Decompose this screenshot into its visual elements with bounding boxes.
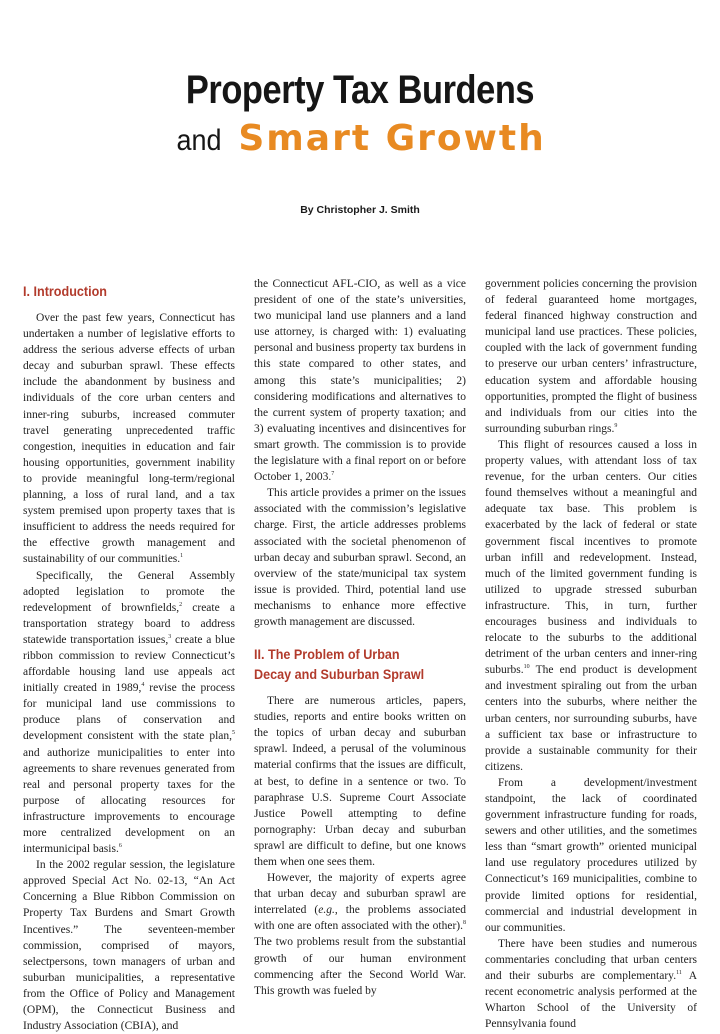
paragraph: However, the majority of experts agree that urban decay and suburban sprawl are interrelated (e.g., the problems associated with one are often associated with the other).$^8$ The two problems result from the substantial growth of our human environment commencing after the Second World War. This growth was fueled by bbox=[254, 872, 467, 997]
footnote-ref: 8 bbox=[463, 920, 466, 927]
footnote-ref: 9 bbox=[614, 423, 618, 430]
paragraph: This article provides a primer on the issues associated with the commission’s legislative charge. First, the article addresses problems associated with the societal phenomenon of urban decay and suburban sprawl. Second, an overview of the state/municipal tax system issue is provided. Third, potential land use mechanisms to enhance more effective growth management are discussed. bbox=[254, 487, 466, 628]
paragraph: Specifically, the General Assembly adopted legislation to promote the redevelopment of brownfields,$^2$ create a transportation strategy board to address statewide transportation issues,$^3$ create a blue ribbon commission to review Connecticut’s affordable housing land use appeals act initially created in 1989,$^4$ revise the process for municipal land use commissions to produce plans of conservation and development consistent with the state plan,$^5$ and authorize municipalities to enter into agreements to share revenues generated from real and personal property taxes for the purpose of allocating resources for infrastructure improvements to encourage more centralized development on an intermunicipal basis.$^6$ bbox=[23, 569, 235, 856]
paragraph: Over the past few years, Connecticut has undertaken a number of legislative efforts to address the serious adverse effects of urban decay and suburban sprawl. These effects include the abandonment by business and individuals of the core urban centers and inner-ring suburbs, increased commuter travel generating unprecedented traffic congestion, inequities in education and fair housing opportunities, government inability to provide meaningful long-term/regional planning, a loss of rural land, and a tax system premised upon property taxes that is insufficient to address the needs required for the effective growth management and sustainability of our communities.$^1$ bbox=[23, 312, 235, 566]
column-3 bbox=[485, 276, 697, 1032]
paragraph: government policies concerning the provision of federal guaranteed home mortgages, federal financed highway construction and municipal land use practices. These policies, coupled with the lack of government funding to preserve our urban centers’ infrastructure, education system and affordable housing opportunities, prompted the flight of business and individuals from our cities into the surrounding suburban rings.$^9$ bbox=[485, 278, 697, 435]
paragraph: From a development/investment standpoint, the lack of coordinated government infrastructure funding for roads, sewers and other utilities, and the sometimes less than “smart growth” oriented municipal land use regulatory procedures utilized by Connecticut’s 169 municipalities, combine to provide limited options for residential, commercial and industrial development in our communities. bbox=[485, 776, 697, 934]
footnote-ref: 10 bbox=[523, 664, 530, 671]
section-heading-introduction: I. Introduction bbox=[23, 283, 107, 299]
paragraph: There are numerous articles, papers, studies, reports and entire books written on the topics of urban decay and suburban sprawl. Indeed, a perusal of the voluminous material confirms that the issues are difficult, at best, to define in a sentence or two. To paraphrase U.S. Supreme Court Associate Justice Powell attempting to define pornography: Urban decay and suburban sprawl are difficult to define, but one knows them when one sees them. bbox=[254, 695, 466, 868]
footnote-ref: 11 bbox=[676, 970, 682, 977]
footnote-ref: 1 bbox=[180, 553, 184, 560]
article-title: Property Tax Burdens bbox=[185, 68, 535, 112]
footnote-ref: 4 bbox=[141, 682, 145, 689]
paragraph: the Connecticut AFL-CIO, as well as a vice president of one of the state’s universities, two municipal land use planners and a land use attorney, is charged with: 1) evaluating personal and business property tax burdens in this state compared to other states, and among this state’s municipalities; 2) considering modifications and alternatives to the current system of property taxation; and 3) evaluating incentives and disincentives for smart growth. The commission is to provide the legislature with a final report on or before October 1, 2003.$^7$ bbox=[254, 278, 466, 484]
footnote-ref: 5 bbox=[232, 730, 235, 737]
subtitle-prefix: and bbox=[176, 124, 222, 157]
column-2 bbox=[254, 276, 466, 999]
byline: By Christopher J. Smith bbox=[300, 204, 420, 216]
footnote-ref: 6 bbox=[118, 843, 122, 850]
footnote-ref: 7 bbox=[331, 471, 335, 478]
column-1 bbox=[23, 281, 235, 1034]
section-heading-urban-decay: II. The Problem of Urban Decay and Suburban Sprawl bbox=[254, 646, 425, 683]
footnote-ref: 2 bbox=[179, 601, 183, 608]
paragraph: This flight of resources caused a loss in property values, with attendant loss of tax revenue, for the urban centers. Our cities found themselves without a meaningful and adequate tax base. This problem is exacerbated by the lack of federal or state government fiscal incentives to promote urban infill and redevelopment. Instead, much of the limited government funding is utilized to upgrade stressed suburban infrastructure. This, in turn, further encourages business and individuals to relocate to the suburbs to the additional detriment of the urban centers and inner-ring suburbs.$^{10}$ The end product is development and investment spiraling out from the urban centers into the suburbs, where neither the urban centers, nor surrounding suburbs, have a sufficient tax base or infrastructure to provide a sustainable community for their citizens. bbox=[485, 438, 697, 773]
subtitle-accent: Smart Growth bbox=[238, 118, 546, 159]
article-subtitle bbox=[0, 118, 720, 159]
paragraph: There have been studies and numerous commentaries concluding that urban centers and their suburbs are complementary.$^{11}$ A recent econometric analysis performed at the Wharton School of the University of Pennsylvania found bbox=[485, 937, 698, 1031]
paragraph: In the 2002 regular session, the legislature approved Special Act No. 02-13, “An Act Concerning a Blue Ribbon Commission on Property Tax Burdens and Smart Growth Incentives.” The seventeen-member commission, comprised of mayors, selectpersons, town managers of urban and suburban municipalities, a representative from the Office of Policy and Management (OPM), the Connecticut Business and Industry Association (CBIA), and bbox=[23, 859, 235, 1033]
footnote-ref: 3 bbox=[168, 634, 172, 641]
